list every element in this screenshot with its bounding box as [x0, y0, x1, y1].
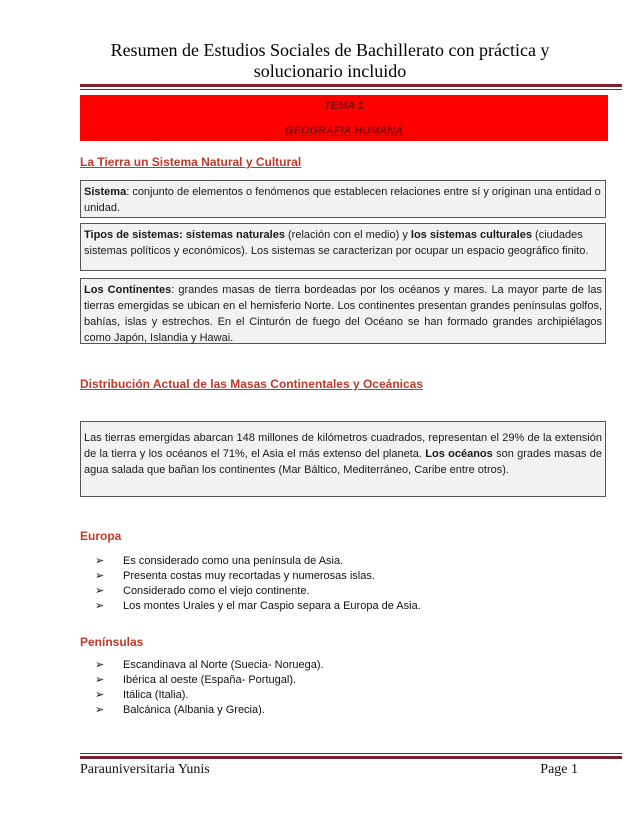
footer-rule-thick	[80, 756, 622, 759]
banner-subject	[80, 125, 608, 137]
arrow-bullet-icon: ➢	[95, 659, 105, 671]
arrow-bullet-icon: ➢	[95, 600, 105, 612]
arrow-bullet-icon: ➢	[95, 555, 105, 567]
definition-sistema: : conjunto de elementos o fenómenos que establecen relaciones entre sí y originan una entidad o unidad.	[84, 186, 601, 214]
section-heading-distribucion: Distribución Actual de las Masas Continentales y Oceánicas	[80, 377, 424, 391]
section-heading-peninsulas: Penínsulas	[80, 635, 144, 649]
header-rule-thick	[80, 84, 622, 87]
header-title-line1: Resumen de Estudios Sociales de Bachillerato con práctica y	[110, 40, 550, 60]
list-item: ➢ Los montes Urales y el mar Caspio separa a Europa de Asia.	[95, 600, 421, 612]
definition-box-continentes	[80, 278, 606, 344]
list-item: ➢ Es considerado como una península de Asia.	[95, 555, 344, 567]
section-heading-europa: Europa	[80, 529, 122, 543]
term-sistema: Sistema	[84, 186, 127, 198]
term-culturales: los sistemas culturales	[410, 229, 532, 241]
term-continentes: Los Continentes	[84, 284, 172, 296]
header-title-line2: solucionario incluido	[253, 61, 407, 81]
list-item: ➢ Escandinava al Norte (Suecia- Noruega).	[95, 659, 324, 671]
definition-tipos-b: (ciudades sistemas políticos y económicos). Los sistemas se caracterizan por ocupar un espacio geográfico finito.	[84, 229, 589, 257]
footer-author: Parauniversitaria Yunis	[80, 762, 210, 777]
footer-page-number: Page 1	[540, 762, 578, 777]
arrow-bullet-icon: ➢	[95, 674, 105, 686]
footer-rule-thin	[80, 753, 622, 754]
list-item: ➢ Considerado como el viejo continente.	[95, 585, 310, 597]
list-item: ➢ Balcánica (Albania y Grecia).	[95, 704, 265, 716]
page-header-title	[60, 40, 600, 82]
arrow-bullet-icon: ➢	[95, 689, 105, 701]
definition-tipos-a: (relación con el medio) y	[284, 229, 411, 241]
arrow-bullet-icon: ➢	[95, 704, 105, 716]
term-oceanos: Los océanos	[425, 448, 493, 460]
banner-tema: TEMA 1	[324, 100, 364, 112]
definition-box-distribucion	[80, 421, 606, 497]
list-item: ➢ Itálica (Italia).	[95, 689, 189, 701]
term-tipos: Tipos de sistemas: sistemas naturales	[84, 229, 285, 241]
europa-list	[80, 554, 606, 614]
peninsulas-list	[80, 658, 606, 718]
arrow-bullet-icon: ➢	[95, 585, 105, 597]
distribucion-text-b: son grades masas de agua salada que bañan los continentes (Mar Báltico, Mediterráneo, Caribe entre otros).	[84, 448, 603, 476]
definition-continentes: : grandes masas de tierra bordeadas por los océanos y mares. La mayor parte de las tierras emergidas se ubican en el hemisferio Norte. Los continentes presentan grandes penínsulas golfos, bahías, islas y estrechos. En el Cinturón de fuego del Océano se han formado grandes archipiélagos como Japón, Islandia y Hawai.	[84, 284, 602, 344]
banner-subject-text: GEOGRAFIA HUMANA	[284, 125, 404, 137]
definition-box-tipos	[80, 223, 606, 271]
list-item: ➢ Ibérica al oeste (España- Portugal).	[95, 674, 297, 686]
distribucion-text-a: Las tierras emergidas abarcan 148 millones de kilómetros cuadrados, representan el 29% de la extensión de la tierra y los océanos el 71%, el Asia el más extenso del planeta.	[84, 432, 602, 460]
arrow-bullet-icon: ➢	[95, 570, 105, 582]
header-rule-thin	[80, 89, 622, 90]
list-item: ➢ Presenta costas muy recortadas y numerosas islas.	[95, 570, 375, 582]
section-heading-tierra: La Tierra un Sistema Natural y Cultural	[80, 155, 302, 169]
topic-banner	[80, 95, 608, 141]
definition-box-sistema	[80, 180, 606, 218]
